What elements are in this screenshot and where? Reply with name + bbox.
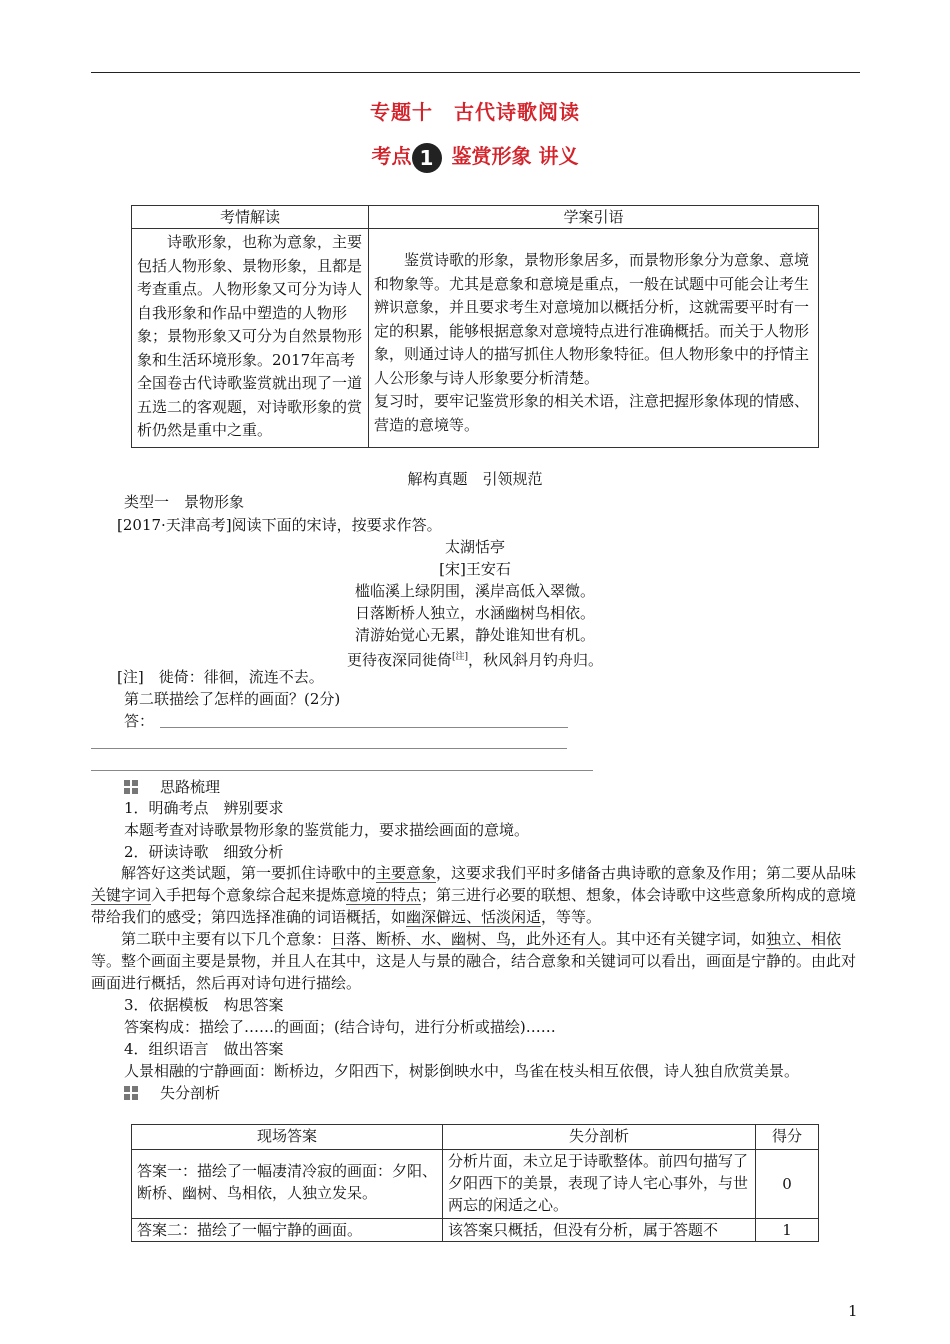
p1-text: ，这要求我们平时多储备古典诗歌的意象及作用；第二要从品味 bbox=[436, 864, 857, 882]
poem-note: [注] 徙倚：徘徊，流连不去。 bbox=[117, 668, 324, 686]
answer-line[interactable] bbox=[160, 727, 568, 728]
analysis-title-text: 思路梳理 bbox=[160, 778, 221, 796]
step2-title: 2．研读诗歌 细致分析 bbox=[124, 843, 284, 861]
intro-col2-text1: 鉴赏诗歌的形象，景物形象居多，而景物形象分为意象、意境和物象等。尤其是意象和意境是重点，一般在试题中可能会让考生辨识意象，并且要求考生对意境加以概括分析，这就需要平时有一定的积累，能够根据意象对意境特点进行准确概括。而关于人物形象，则通过诗人的描写抓住人物形象特征。但人物形象中的抒情主人公形象与诗人形象要分析清楚。 bbox=[374, 251, 810, 387]
subtitle-text: 鉴赏形象 讲义 bbox=[451, 144, 579, 168]
answer-line[interactable] bbox=[91, 770, 593, 771]
page-title: 专题十 古代诗歌阅读 bbox=[370, 100, 580, 124]
loss-header: 得分 bbox=[756, 1125, 819, 1150]
p1-underline: 关键字词 bbox=[91, 886, 152, 904]
p1-text: ；第三进行必要的联想、想象，体会诗歌中这些意象所构成的意境带给我们的感受；第四选择准确的词语概括，如 bbox=[91, 886, 857, 926]
loss-answer: 答案一：描绘了一幅凄清冷寂的画面：夕阳、断桥、幽树、鸟相依，人独立发呆。 bbox=[132, 1150, 443, 1219]
p1-text: 解答好这类试题，第一要抓住诗歌中的 bbox=[121, 864, 377, 882]
square-bullet-icon bbox=[124, 780, 138, 794]
analysis-title bbox=[124, 776, 884, 798]
poem-line: 槛临溪上绿阴围，溪岸高低入翠微。 bbox=[354, 582, 595, 600]
poem-author: [宋]王安石 bbox=[439, 560, 511, 578]
p1-text: 入手把每个意象综合起来提炼 bbox=[151, 886, 347, 904]
intro-col2-text2: 复习时，要牢记鉴赏形象的相关术语，注意把握形象体现的情感、营造的意境等。 bbox=[374, 392, 810, 434]
loss-header: 失分剖析 bbox=[443, 1125, 756, 1150]
p2-text: 第二联中主要有以下几个意象： bbox=[121, 930, 332, 948]
poem-line: 清游始觉心无累，静处谁知世有机。 bbox=[354, 626, 595, 644]
p2-text: 。其中还有关键字词，如 bbox=[601, 930, 767, 948]
step3-title: 3．依据模板 构思答案 bbox=[124, 996, 284, 1014]
poem-line4-pre: 更待夜深同徙倚 bbox=[346, 651, 452, 669]
intro-col2-header: 学案引语 bbox=[369, 206, 819, 229]
p1-text: ，等等。 bbox=[541, 908, 602, 926]
answer-label: 答： bbox=[124, 712, 155, 730]
page-subtitle bbox=[0, 140, 950, 173]
table-row bbox=[132, 1150, 819, 1219]
loss-title bbox=[124, 1082, 884, 1104]
p1-underline: 意境的特点 bbox=[346, 886, 422, 904]
type-label: 类型一 景物形象 bbox=[124, 493, 245, 511]
square-bullet-icon bbox=[124, 1086, 138, 1100]
poem-line: 日落断桥人独立，水涵幽树鸟相依。 bbox=[354, 604, 595, 622]
step2-paragraph-2 bbox=[91, 928, 861, 994]
header-rule bbox=[91, 72, 860, 73]
p1-underline: 幽深僻远、恬淡闲适 bbox=[406, 908, 542, 926]
step1-title: 1．明确考点 辨别要求 bbox=[124, 799, 284, 817]
p2-underline: 日落、断桥、水、幽树、鸟，此外还有人 bbox=[331, 930, 602, 948]
loss-score: 0 bbox=[756, 1150, 819, 1219]
intro-col1-header: 考情解读 bbox=[132, 206, 369, 229]
intro-table bbox=[131, 205, 819, 448]
loss-analysis: 分析片面，未立足于诗歌整体。前四句描写了夕阳西下的美景，表现了诗人宅心事外，与世两忘的闲适之心。 bbox=[443, 1150, 756, 1219]
answer-line[interactable] bbox=[91, 748, 567, 749]
step2-paragraph-1 bbox=[91, 862, 861, 928]
step4-title: 4．组织语言 做出答案 bbox=[124, 1040, 284, 1058]
number-badge: 1 bbox=[412, 143, 442, 173]
intro-col1-text: 诗歌形象，也称为意象，主要包括人物形象、景物形象，且都是考查重点。人物形象又可分为诗人自我形象和作品中塑造的人物形象；景物形象又可分为自然景物形象和生活环境形象。2017年高考全国卷古代诗歌鉴赏就出现了一道五选二的客观题，对诗歌形象的赏析仍然是重中之重。 bbox=[137, 233, 363, 439]
loss-score: 1 bbox=[756, 1219, 819, 1242]
p2-underline: 独立、相依 bbox=[766, 930, 842, 948]
question-intro: [2017·天津高考]阅读下面的宋诗，按要求作答。 bbox=[117, 516, 442, 534]
loss-table bbox=[131, 1124, 819, 1242]
loss-header: 现场答案 bbox=[132, 1125, 443, 1150]
poem-title: 太湖恬亭 bbox=[444, 538, 505, 556]
question: 第二联描绘了怎样的画面？(2分) bbox=[124, 690, 341, 708]
loss-title-text: 失分剖析 bbox=[160, 1084, 221, 1102]
table-row bbox=[132, 1219, 819, 1242]
subtitle-prefix: 考点 bbox=[371, 144, 412, 168]
intro-col2-cell bbox=[369, 229, 819, 448]
p1-underline: 主要意象 bbox=[376, 864, 437, 882]
p2-text: 等。整个画面主要是景物，并且人在其中，这是人与景的融合，结合意象和关键词可以看出，画面是宁静的。由此对画面进行概括，然后再对诗句进行描绘。 bbox=[91, 952, 857, 992]
section-title: 解构真题 引领规范 bbox=[407, 470, 543, 488]
step1-text: 本题考查对诗歌景物形象的鉴赏能力，要求描绘画面的意境。 bbox=[124, 821, 530, 839]
step3-text: 答案构成：描绘了……的画面；(结合诗句，进行分析或描绘)…… bbox=[124, 1018, 556, 1036]
poem-line4-post: ，秋风斜月钓舟归。 bbox=[468, 651, 604, 669]
step4-text: 人景相融的宁静画面：断桥边，夕阳西下，树影倒映水中，鸟雀在枝头相互依偎，诗人独自欣赏美景。 bbox=[124, 1062, 800, 1080]
poem-note-mark: [注] bbox=[451, 652, 469, 662]
page-number: 1 bbox=[848, 1302, 858, 1320]
loss-analysis: 该答案只概括，但没有分析，属于答题不 bbox=[443, 1219, 756, 1242]
loss-answer: 答案二：描绘了一幅宁静的画面。 bbox=[132, 1219, 443, 1242]
intro-col1-cell bbox=[132, 229, 369, 448]
